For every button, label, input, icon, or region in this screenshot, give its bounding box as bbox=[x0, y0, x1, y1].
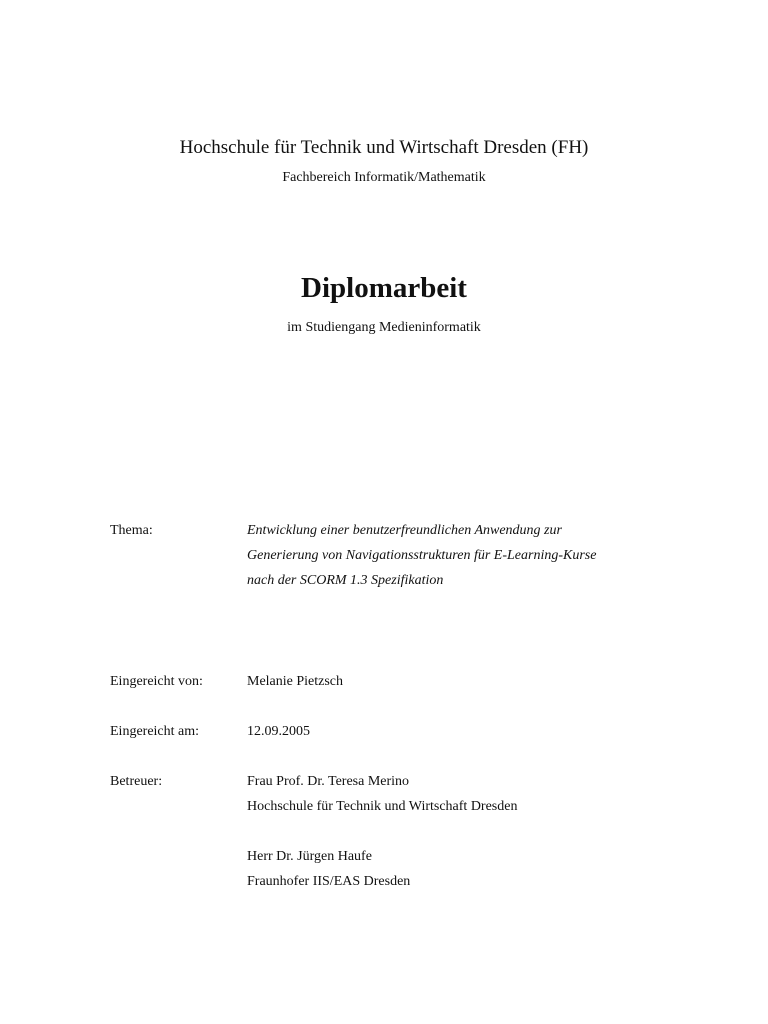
university-name: Hochschule für Technik und Wirtschaft Dresden (FH) bbox=[179, 137, 589, 158]
thema-label: Thema: bbox=[110, 523, 153, 538]
document-type-heading: Diplomarbeit bbox=[301, 272, 467, 304]
submitted-on-label: Eingereicht am: bbox=[110, 724, 200, 739]
supervisor-name: Herr Dr. Jürgen Haufe bbox=[247, 849, 372, 864]
department-name: Fachbereich Informatik/Mathematik bbox=[282, 170, 486, 185]
submission-date: 12.09.2005 bbox=[247, 724, 310, 739]
thema-line: Entwicklung einer benutzerfreundlichen Anwendung zur bbox=[247, 523, 562, 538]
supervisor-name: Frau Prof. Dr. Teresa Merino bbox=[247, 774, 410, 789]
thema-line: nach der SCORM 1.3 Spezifikation bbox=[247, 573, 444, 588]
submitted-by-label: Eingereicht von: bbox=[110, 674, 203, 689]
supervisor-label: Betreuer: bbox=[110, 774, 163, 789]
submitted-by-value bbox=[247, 669, 343, 694]
study-program: im Studiengang Medieninformatik bbox=[287, 320, 481, 335]
thema-value bbox=[247, 518, 596, 593]
submitted-on-value bbox=[247, 719, 310, 744]
supervisor-affiliation: Hochschule für Technik und Wirtschaft Dresden bbox=[247, 799, 518, 814]
supervisor-entry bbox=[247, 844, 410, 894]
thema-line: Generierung von Navigationsstrukturen für E-Learning-Kurse bbox=[247, 548, 597, 563]
author-name: Melanie Pietzsch bbox=[247, 674, 344, 689]
supervisor-entry bbox=[247, 769, 517, 819]
supervisor-affiliation: Fraunhofer IIS/EAS Dresden bbox=[247, 874, 411, 889]
